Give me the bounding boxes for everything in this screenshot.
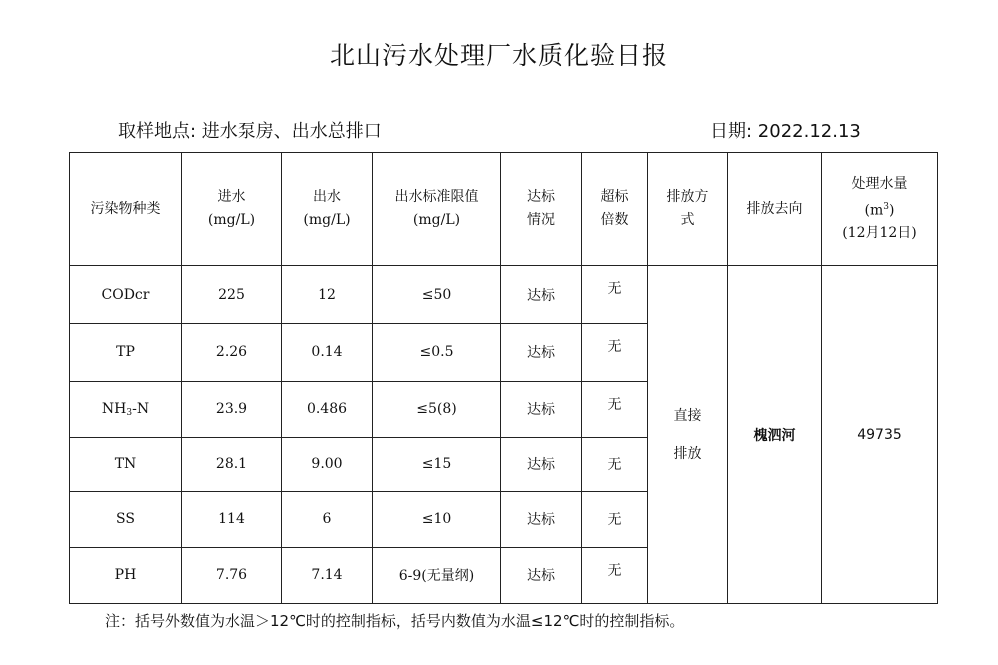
exceed-multiple: 无 bbox=[582, 381, 648, 437]
report-date: 日期: 2022.12.13 bbox=[710, 121, 861, 142]
report-title: 北山污水处理厂水质化验日报 bbox=[329, 41, 668, 70]
header-outflow: 出水 (mg/L) bbox=[282, 153, 373, 266]
standard-limit: ≤5(8) bbox=[373, 381, 501, 437]
table-row bbox=[70, 266, 938, 324]
item-name: TP bbox=[70, 324, 182, 381]
compliance-status: 达标 bbox=[501, 266, 582, 324]
footnote: 注：括号外数值为水温＞12℃时的控制指标，括号内数值为水温≤12℃时的控制指标。 bbox=[105, 612, 685, 630]
inflow-value: 28.1 bbox=[182, 437, 282, 491]
treated-volume: 49735 bbox=[822, 266, 938, 604]
inflow-value: 225 bbox=[182, 266, 282, 324]
exceed-multiple: 无 bbox=[582, 547, 648, 603]
compliance-status: 达标 bbox=[501, 437, 582, 491]
compliance-status: 达标 bbox=[501, 324, 582, 381]
inflow-value: 7.76 bbox=[182, 547, 282, 603]
standard-limit: ≤15 bbox=[373, 437, 501, 491]
header-inflow: 进水 (mg/L) bbox=[182, 153, 282, 266]
outflow-value: 6 bbox=[282, 491, 373, 547]
standard-limit: ≤0.5 bbox=[373, 324, 501, 381]
outflow-value: 9.00 bbox=[282, 437, 373, 491]
item-name: SS bbox=[70, 491, 182, 547]
standard-limit: ≤50 bbox=[373, 266, 501, 324]
compliance-status: 达标 bbox=[501, 491, 582, 547]
header-status: 达标 情况 bbox=[501, 153, 582, 266]
item-name: $NH_3-N$ bbox=[70, 381, 182, 437]
standard-limit: 6-9(无量纲) bbox=[373, 547, 501, 603]
header-destination: 排放去向 bbox=[728, 153, 822, 266]
header-item: 污染物种类 bbox=[70, 153, 182, 266]
item-name: TN bbox=[70, 437, 182, 491]
item-name: PH bbox=[70, 547, 182, 603]
outflow-value: 0.14 bbox=[282, 324, 373, 381]
compliance-status: 达标 bbox=[501, 547, 582, 603]
inflow-value: 23.9 bbox=[182, 381, 282, 437]
compliance-status: 达标 bbox=[501, 381, 582, 437]
discharge-destination: 槐泗河 bbox=[728, 266, 822, 604]
outflow-value: 12 bbox=[282, 266, 373, 324]
water-quality-table bbox=[69, 152, 938, 604]
inflow-value: 2.26 bbox=[182, 324, 282, 381]
header-exceed: 超标 倍数 bbox=[582, 153, 648, 266]
exceed-multiple: 无 bbox=[582, 437, 648, 491]
sampling-location: 取样地点: 进水泵房、出水总排口 bbox=[118, 121, 382, 142]
exceed-multiple: 无 bbox=[582, 491, 648, 547]
table-header-row bbox=[70, 153, 938, 266]
item-name: CODcr bbox=[70, 266, 182, 324]
header-volume: 处理水量 $(m^3)$ (12月12日) bbox=[822, 153, 938, 266]
exceed-multiple: 无 bbox=[582, 324, 648, 381]
exceed-multiple: 无 bbox=[582, 266, 648, 324]
standard-limit: ≤10 bbox=[373, 491, 501, 547]
inflow-value: 114 bbox=[182, 491, 282, 547]
header-method: 排放方 式 bbox=[648, 153, 728, 266]
outflow-value: 7.14 bbox=[282, 547, 373, 603]
header-standard: 出水标准限值 (mg/L) bbox=[373, 153, 501, 266]
discharge-method: 直接 排放 bbox=[648, 266, 728, 604]
outflow-value: 0.486 bbox=[282, 381, 373, 437]
